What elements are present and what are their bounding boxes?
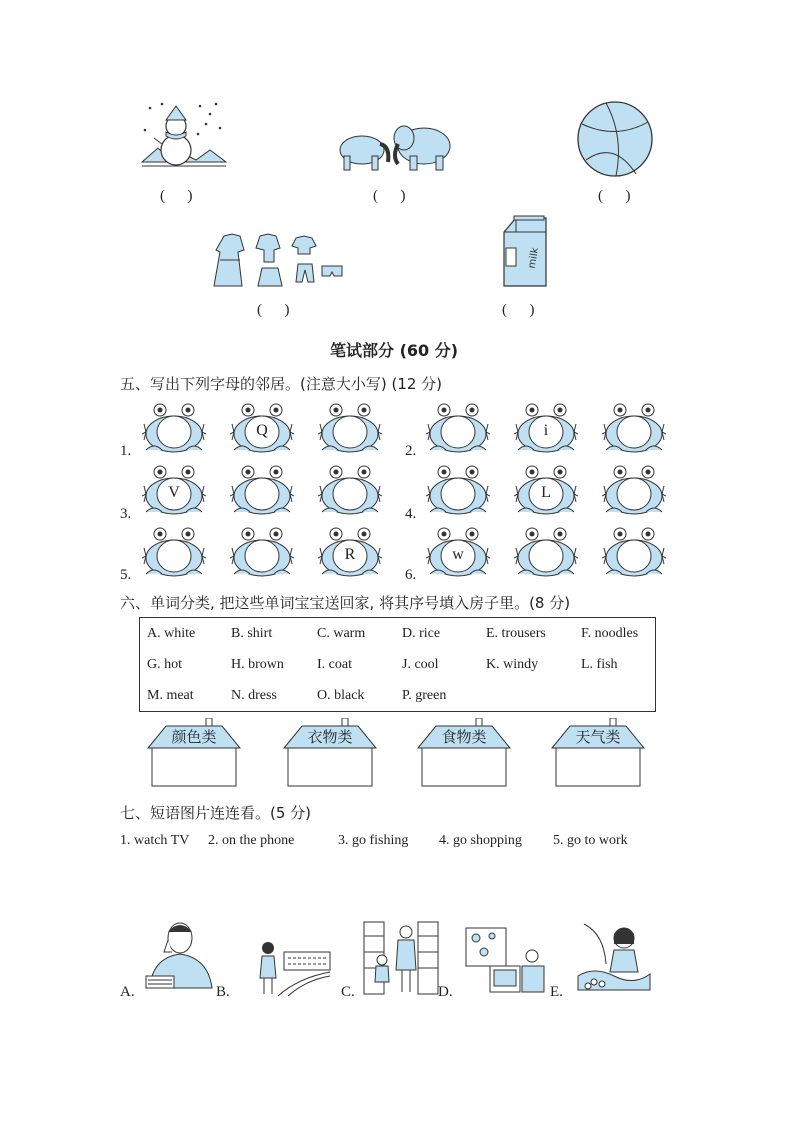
answer-paren: ( ) bbox=[160, 188, 193, 204]
word-item: I. coat bbox=[317, 657, 352, 672]
word-item: B. shirt bbox=[231, 626, 273, 641]
phrase-item: 1. watch TV bbox=[120, 833, 190, 848]
phrase-item: 4. go shopping bbox=[439, 833, 522, 848]
section7-title: 七、短语图片连连看。(5 分) bbox=[120, 804, 312, 822]
house-colors bbox=[146, 718, 242, 788]
frog-letter: L bbox=[541, 484, 551, 501]
frog-letter: R bbox=[344, 546, 356, 563]
section5-title: 五、写出下列字母的邻居。(注意大小写) (12 分) bbox=[120, 375, 443, 393]
word-item: N. dress bbox=[231, 688, 277, 703]
option-label: E. bbox=[550, 984, 563, 1000]
shopping-icon bbox=[362, 920, 440, 996]
frog-row-number: 1. bbox=[120, 443, 132, 459]
house-label: 颜色类 bbox=[171, 728, 217, 746]
answer-paren: ( ) bbox=[373, 188, 406, 204]
frog-icon bbox=[514, 464, 578, 516]
word-item: D. rice bbox=[402, 626, 441, 641]
answer-paren: ( ) bbox=[257, 302, 290, 318]
word-item: L. fish bbox=[581, 657, 618, 672]
frog-letter: V bbox=[168, 484, 180, 501]
fishing-girl-icon bbox=[574, 920, 652, 996]
house-label: 天气类 bbox=[575, 728, 621, 746]
frog-icon bbox=[426, 526, 490, 578]
house-label: 食物类 bbox=[441, 728, 487, 746]
word-item: H. brown bbox=[231, 657, 284, 672]
walking-to-work-icon bbox=[248, 938, 332, 998]
frog-icon bbox=[318, 526, 382, 578]
milk-carton-text: milk bbox=[526, 246, 542, 270]
word-item: P. green bbox=[402, 688, 447, 703]
option-label: D. bbox=[438, 984, 453, 1000]
frog-letter: Q bbox=[256, 422, 268, 439]
frog-icon bbox=[230, 402, 294, 454]
frog-row-number: 2. bbox=[405, 443, 417, 459]
watching-tv-icon bbox=[464, 926, 546, 996]
section6-title: 六、单词分类, 把这些单词宝宝送回家, 将其序号填入房子里。(8 分) bbox=[120, 594, 571, 612]
option-label: B. bbox=[216, 984, 230, 1000]
house-label: 衣物类 bbox=[307, 728, 353, 746]
word-item: A. white bbox=[147, 626, 196, 641]
phrase-item: 2. on the phone bbox=[208, 833, 295, 848]
word-item: K. windy bbox=[486, 657, 539, 672]
house-weather bbox=[550, 718, 646, 788]
word-item: E. trousers bbox=[486, 626, 546, 641]
frog-icon bbox=[426, 464, 490, 516]
snowman-icon bbox=[140, 100, 228, 172]
frog-icon bbox=[318, 402, 382, 454]
written-part-title: 笔试部分 (60 分) bbox=[330, 341, 459, 360]
house-clothes bbox=[282, 718, 378, 788]
answer-paren: ( ) bbox=[598, 188, 631, 204]
word-item: M. meat bbox=[147, 688, 194, 703]
frog-icon bbox=[142, 526, 206, 578]
milk-carton-icon bbox=[500, 214, 550, 290]
frog-letter: i bbox=[543, 422, 549, 439]
phrase-item: 5. go to work bbox=[553, 833, 628, 848]
word-box bbox=[139, 617, 656, 712]
word-item: G. hot bbox=[147, 657, 182, 672]
basketball-icon bbox=[576, 100, 654, 178]
house-food bbox=[416, 718, 512, 788]
clothes-icon bbox=[210, 232, 346, 290]
frog-row-number: 6. bbox=[405, 567, 417, 583]
frog-icon bbox=[602, 464, 666, 516]
frog-icon bbox=[514, 526, 578, 578]
frog-icon bbox=[230, 526, 294, 578]
frog-icon bbox=[142, 402, 206, 454]
frog-row-number: 4. bbox=[405, 506, 417, 522]
frog-icon bbox=[142, 464, 206, 516]
frog-icon bbox=[230, 464, 294, 516]
option-label: C. bbox=[341, 984, 355, 1000]
frog-icon bbox=[318, 464, 382, 516]
frog-letter: w bbox=[452, 546, 464, 563]
frog-row-number: 3. bbox=[120, 506, 132, 522]
word-item: J. cool bbox=[402, 657, 439, 672]
word-item: O. black bbox=[317, 688, 365, 703]
elephants-icon bbox=[332, 116, 458, 172]
option-label: A. bbox=[120, 984, 135, 1000]
phrase-item: 3. go fishing bbox=[338, 833, 409, 848]
frog-icon bbox=[602, 526, 666, 578]
frog-icon bbox=[602, 402, 666, 454]
answer-paren: ( ) bbox=[502, 302, 535, 318]
frog-icon bbox=[514, 402, 578, 454]
frog-row-number: 5. bbox=[120, 567, 132, 583]
frog-icon bbox=[426, 402, 490, 454]
word-item: F. noodles bbox=[581, 626, 639, 641]
man-on-phone-icon bbox=[142, 918, 218, 992]
word-item: C. warm bbox=[317, 626, 366, 641]
